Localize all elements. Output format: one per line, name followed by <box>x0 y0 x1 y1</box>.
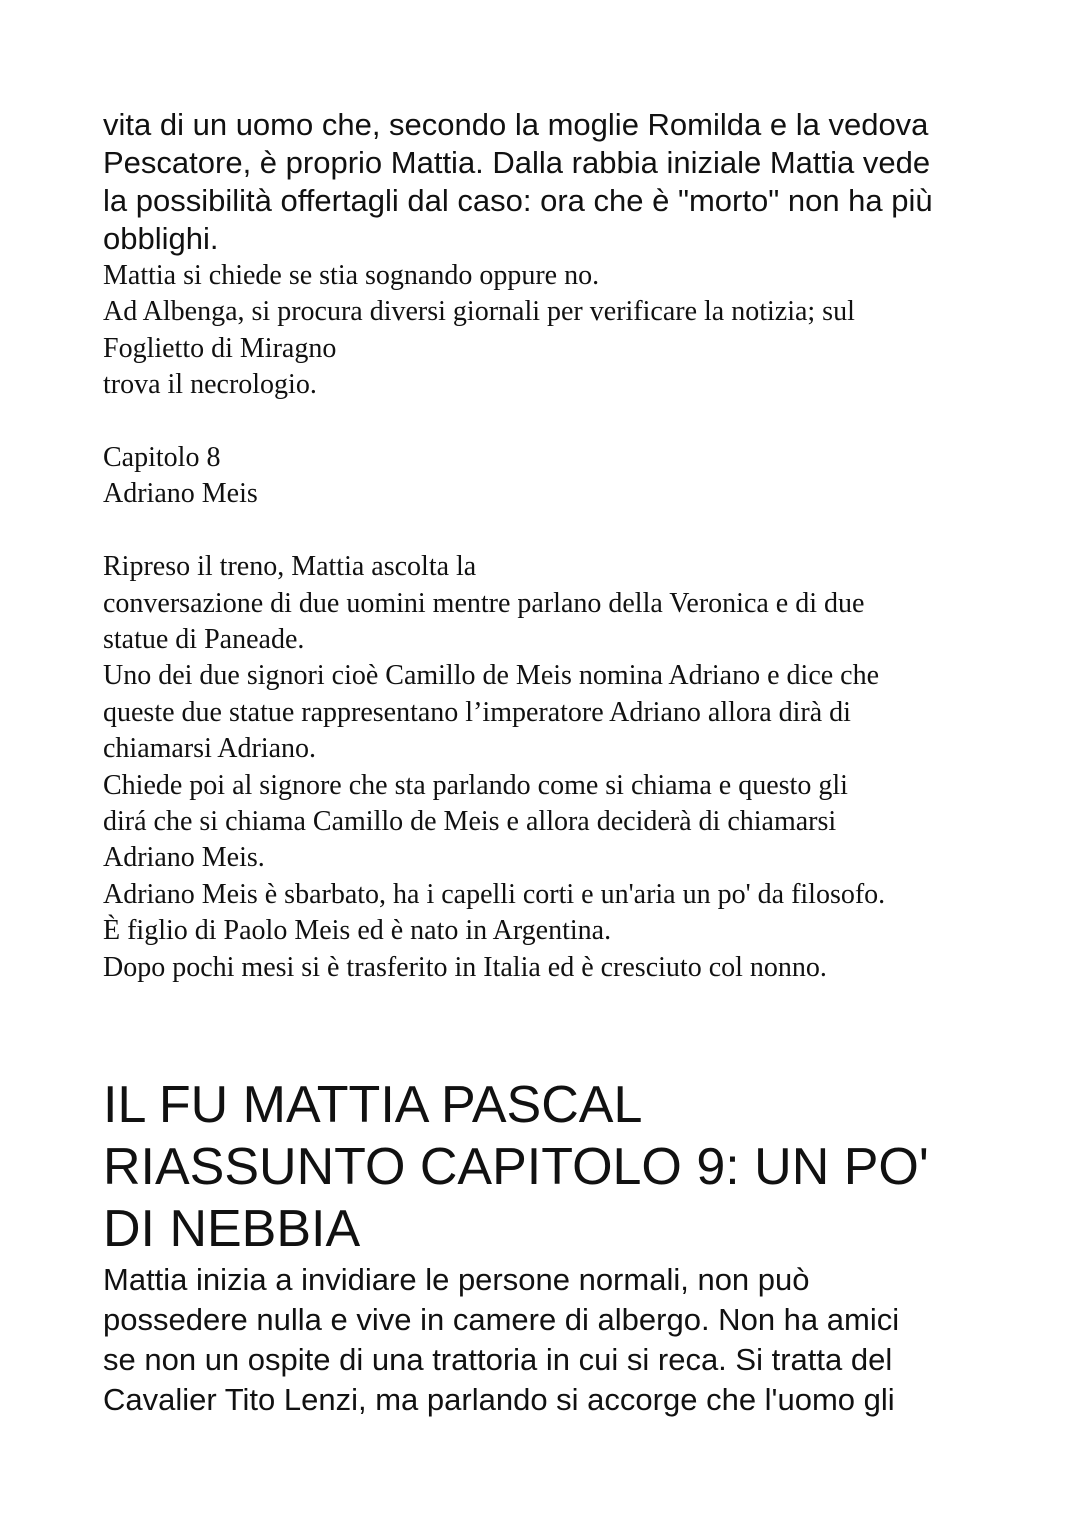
heading-line: RIASSUNTO CAPITOLO 9: UN PO' <box>103 1138 929 1197</box>
text-line: Dopo pochi mesi si è trasferito in Italia ed è cresciuto col nonno. <box>103 951 827 983</box>
chapter-title: Adriano Meis <box>103 478 258 510</box>
text-line: Foglietto di Miragno <box>103 332 337 364</box>
chapter-8-header <box>103 440 1003 513</box>
text-line: dirá che si chiama Camillo de Meis e allora deciderà di chiamarsi <box>103 806 837 838</box>
text-line: È figlio di Paolo Meis ed è nato in Argentina. <box>103 915 612 947</box>
notes-block <box>103 258 1003 404</box>
text-line: Adriano Meis è sbarbato, ha i capelli corti e un'aria un po' da filosofo. <box>103 878 886 910</box>
text-line: obblighi. <box>103 221 219 256</box>
document-page <box>103 106 1003 1420</box>
chapter-number: Capitolo 8 <box>103 442 221 474</box>
text-line: Chiede poi al signore che sta parlando come si chiama e questo gli <box>103 769 848 801</box>
text-line: se non un ospite di una trattoria in cui si reca. Si tratta del <box>103 1342 893 1378</box>
text-line: Mattia inizia a invidiare le persone normali, non può <box>103 1262 810 1298</box>
text-line: Ripreso il treno, Mattia ascolta la <box>103 551 477 583</box>
heading-line: DI NEBBIA <box>103 1200 361 1259</box>
intro-paragraph <box>103 106 1003 258</box>
text-line: Adriano Meis. <box>103 842 265 874</box>
chapter-9-heading <box>103 1074 1003 1260</box>
text-line: vita di un uomo che, secondo la moglie Romilda e la vedova <box>103 107 929 142</box>
heading-line: IL FU MATTIA PASCAL <box>103 1076 643 1135</box>
chapter-9-body <box>103 1260 1003 1420</box>
text-line: Mattia si chiede se stia sognando oppure no. <box>103 260 600 291</box>
text-line: statue di Paneade. <box>103 624 305 656</box>
text-line: trova il necrologio. <box>103 369 317 401</box>
text-line: Uno dei due signori cioè Camillo de Meis nomina Adriano e dice che <box>103 660 880 692</box>
text-line: queste due statue rappresentano l’imperatore Adriano allora dirà di <box>103 696 851 728</box>
spacer <box>103 513 1003 549</box>
text-line: Pescatore, è proprio Mattia. Dalla rabbia iniziale Mattia vede <box>103 145 931 180</box>
text-line: la possibilità offertagli dal caso: ora che è "morto" non ha più <box>103 183 933 218</box>
text-line: conversazione di due uomini mentre parlano della Veronica e di due <box>103 587 865 619</box>
text-line: possedere nulla e vive in camere di albergo. Non ha amici <box>103 1302 900 1338</box>
spacer <box>103 404 1003 440</box>
text-line: chiamarsi Adriano. <box>103 733 317 765</box>
text-line: Cavalier Tito Lenzi, ma parlando si accorge che l'uomo gli <box>103 1382 895 1418</box>
text-line: Ad Albenga, si procura diversi giornali per verificare la notizia; sul <box>103 296 855 328</box>
chapter-8-body <box>103 549 1003 986</box>
